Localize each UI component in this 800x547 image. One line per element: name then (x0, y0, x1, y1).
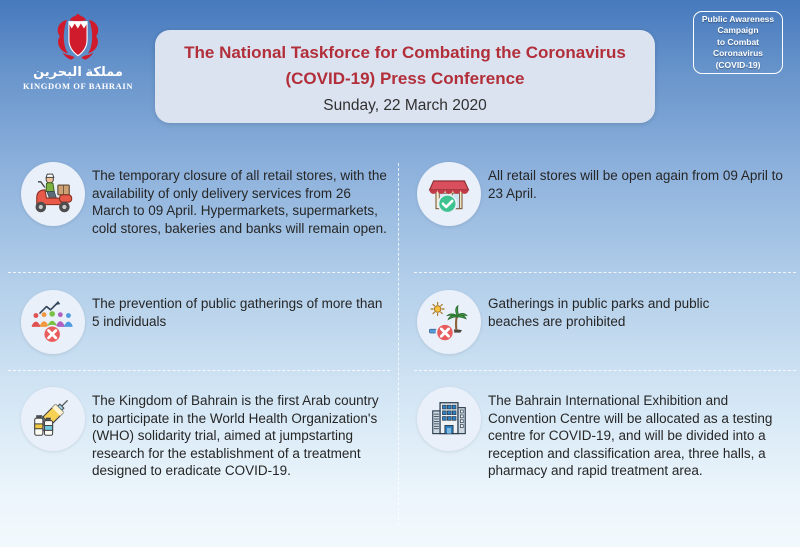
crowd-prohibited-icon (21, 290, 85, 354)
badge-line: Coronavirus (712, 48, 764, 59)
campaign-badge (693, 11, 783, 74)
beach-prohibited-icon (417, 290, 481, 354)
row-divider (414, 370, 796, 371)
announcement-text: All retail stores will be open again from 09 April to 23 April. (488, 168, 783, 201)
announcement-item-reopen (417, 162, 788, 226)
vaccine-syringe-icon (21, 387, 85, 451)
badge-line: (COVID-19) (715, 59, 761, 70)
page-title-line2: (COVID-19) Press Conference (285, 69, 525, 88)
page-title (155, 40, 655, 92)
row-divider (414, 272, 796, 273)
announcement-item-who-trial (21, 387, 392, 480)
delivery-scooter-icon (21, 162, 85, 226)
bahrain-logo (18, 12, 138, 91)
badge-line: to Combat (716, 36, 760, 47)
column-divider (398, 163, 399, 525)
row-divider (8, 370, 390, 371)
announcement-text: The Kingdom of Bahrain is the first Arab country to participate in the World Health Organization's (WHO) solidarity trial, aimed at jumpstarting research for the establishment of a treatment designed to eradicate COVID-19. (92, 393, 379, 479)
announcement-text: Gatherings in public parks and public beaches are prohibited (488, 296, 710, 329)
badge-line: Campaign (717, 25, 759, 36)
bahrain-emblem-icon (49, 12, 107, 64)
page-title-line1: The National Taskforce for Combating the Coronavirus (184, 43, 626, 62)
header-date: Sunday, 22 March 2020 (323, 97, 487, 114)
announcement-item-gatherings (21, 290, 392, 354)
announcement-text: The temporary closure of all retail stores, with the availability of only delivery services from 26 March to 09 April. Hypermarkets, supermarkets, cold stores, bakeries and banks will remain open. (92, 168, 387, 236)
header-title-box (155, 30, 655, 123)
announcement-item-delivery (21, 162, 392, 237)
announcement-text: The prevention of public gatherings of more than 5 individuals (92, 296, 383, 329)
announcement-item-beaches (417, 290, 756, 354)
logo-arabic-text: مملكة البحرين (33, 64, 123, 79)
badge-line: Public Awareness (701, 13, 775, 24)
announcement-text: The Bahrain International Exhibition and Convention Centre will be allocated as a testing centre for COVID-19, and will be divided into a reception and classification area, three halls, a pharmacy and rapid treatment area. (488, 393, 773, 479)
retail-store-check-icon (417, 162, 481, 226)
logo-country-text: KINGDOM OF BAHRAIN (22, 81, 134, 91)
row-divider (8, 272, 390, 273)
exhibition-centre-building-icon (417, 387, 481, 451)
announcement-item-testing-centre (417, 387, 788, 480)
